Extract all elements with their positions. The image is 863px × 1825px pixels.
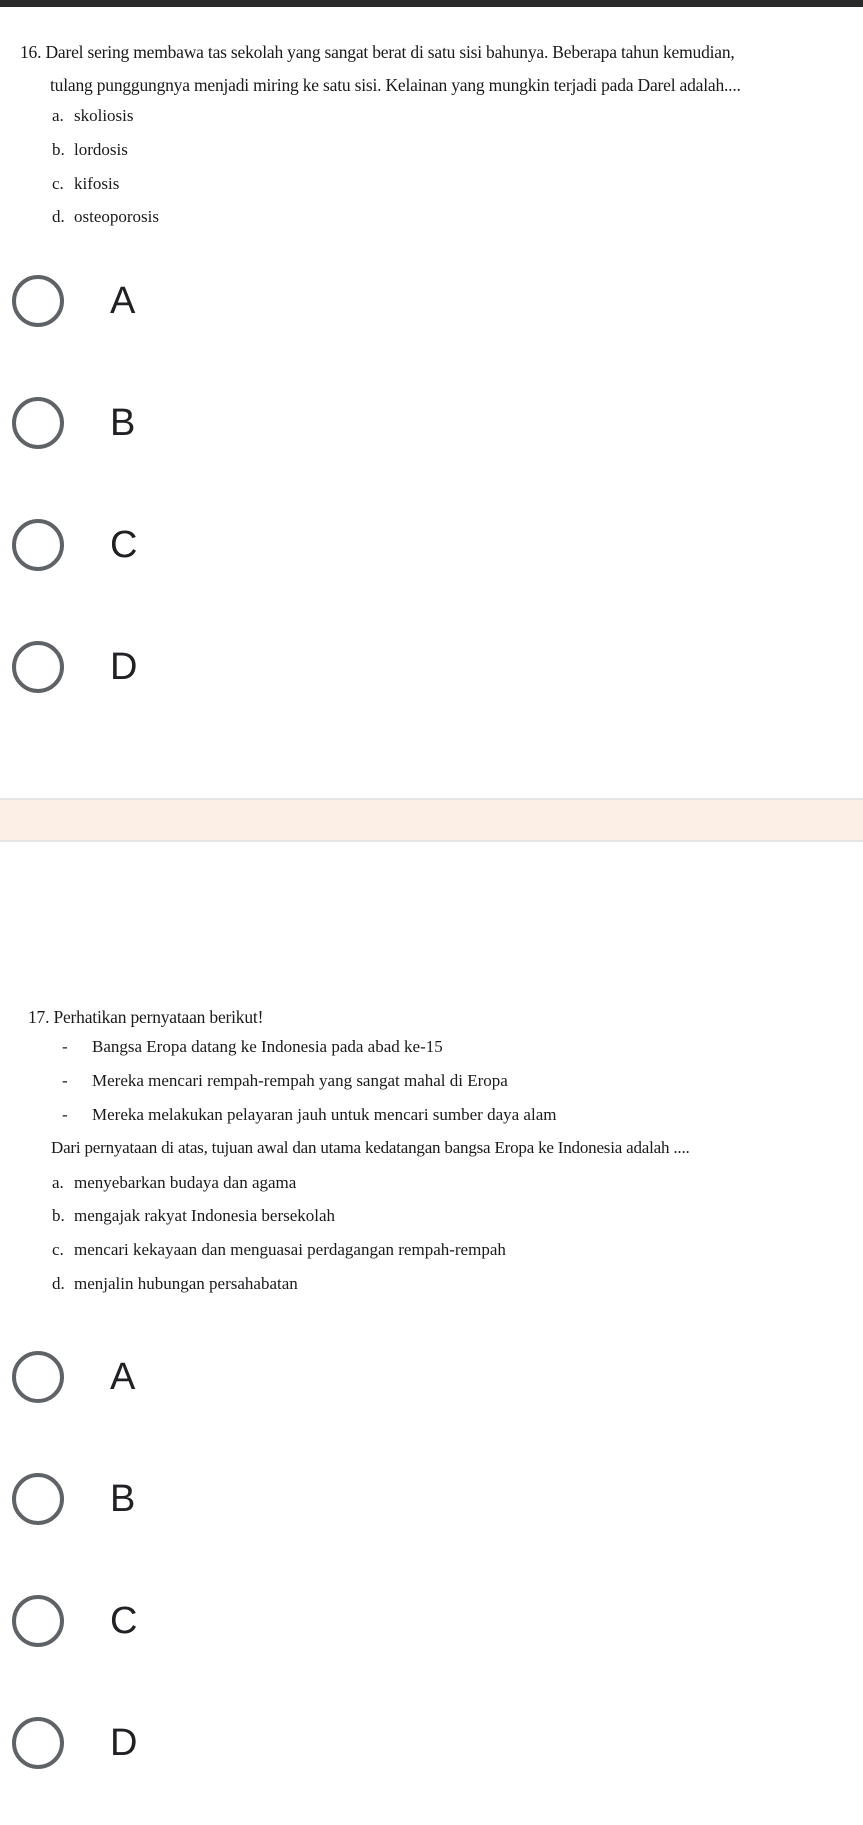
option-letter: c. xyxy=(52,1240,64,1259)
choice-label: D xyxy=(110,1722,138,1764)
option-letter: b. xyxy=(52,140,65,159)
bullet-marker: - xyxy=(62,1037,68,1056)
option-letter: a. xyxy=(52,1173,64,1192)
option-text: lordosis xyxy=(74,140,128,159)
option-text: mencari kekayaan dan menguasai perdagangan rempah-rempah xyxy=(74,1240,506,1259)
question-17-bullet-2 xyxy=(62,1070,508,1092)
question-17-option-a xyxy=(52,1172,296,1194)
question-17-bullet-3 xyxy=(62,1104,556,1126)
option-text: skoliosis xyxy=(74,106,134,125)
question-17-option-c xyxy=(52,1239,506,1261)
choice-label: B xyxy=(110,402,136,444)
bullet-marker: - xyxy=(62,1071,68,1090)
option-text: kifosis xyxy=(74,174,120,193)
q17-choice-a[interactable] xyxy=(12,1346,412,1416)
question-17-option-d xyxy=(52,1273,298,1295)
option-letter: c. xyxy=(52,174,64,193)
choice-label: C xyxy=(110,524,138,566)
question-17-option-b xyxy=(52,1205,335,1227)
q17-choice-d[interactable] xyxy=(12,1712,412,1782)
question-16-line-1: 16. Darel sering membawa tas sekolah yang sangat berat di satu sisi bahunya. Beberapa tahun kemudian, xyxy=(20,42,735,62)
question-17-question: Dari pernyataan di atas, tujuan awal dan utama kedatangan bangsa Eropa ke Indonesia adalah .... xyxy=(51,1138,690,1157)
question-17-bullet-1 xyxy=(62,1036,443,1058)
choice-label: C xyxy=(110,1600,138,1642)
question-16-line-2: tulang punggungnya menjadi miring ke satu sisi. Kelainan yang mungkin terjadi pada Darel adalah.... xyxy=(50,75,741,95)
question-17-line-1: 17. Perhatikan pernyataan berikut! xyxy=(28,1007,264,1027)
option-text: mengajak rakyat Indonesia bersekolah xyxy=(74,1206,336,1225)
option-letter: b. xyxy=(52,1206,65,1225)
q17-choice-c[interactable] xyxy=(12,1590,412,1660)
bullet-text: Mereka melakukan pelayaran jauh untuk mencari sumber daya alam xyxy=(92,1105,557,1124)
option-text: osteoporosis xyxy=(74,207,159,226)
bullet-text: Mereka mencari rempah-rempah yang sangat mahal di Eropa xyxy=(92,1071,508,1090)
choice-label: B xyxy=(110,1478,136,1520)
radio-button[interactable] xyxy=(12,1595,64,1647)
bullet-marker: - xyxy=(62,1105,68,1124)
option-letter: d. xyxy=(52,207,65,226)
q17-choice-b[interactable] xyxy=(12,1468,412,1538)
option-letter: d. xyxy=(52,1274,65,1293)
choice-label: D xyxy=(110,646,138,688)
option-text: menyebarkan budaya dan agama xyxy=(74,1173,297,1192)
radio-button[interactable] xyxy=(12,1717,64,1769)
option-text: menjalin hubungan persahabatan xyxy=(74,1274,298,1293)
bullet-text: Bangsa Eropa datang ke Indonesia pada abad ke-15 xyxy=(92,1037,443,1056)
choice-label: A xyxy=(110,280,136,322)
radio-button[interactable] xyxy=(12,1473,64,1525)
radio-button[interactable] xyxy=(12,1351,64,1403)
choice-label: A xyxy=(110,1356,136,1398)
option-letter: a. xyxy=(52,106,64,125)
